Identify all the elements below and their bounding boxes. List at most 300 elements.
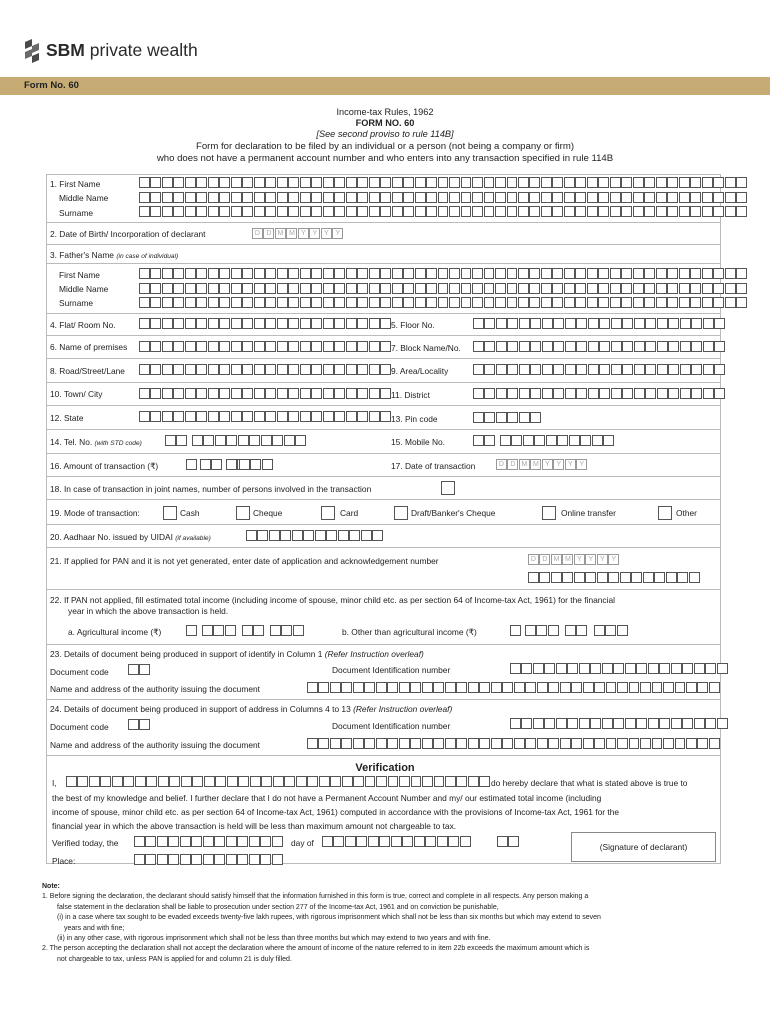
char-box[interactable] xyxy=(249,854,260,865)
char-box[interactable] xyxy=(473,435,484,446)
char-box[interactable] xyxy=(438,268,449,279)
char-box[interactable] xyxy=(590,663,601,674)
char-box[interactable] xyxy=(449,206,460,217)
char-box[interactable] xyxy=(293,625,304,636)
char-box[interactable] xyxy=(725,268,736,279)
char-box[interactable] xyxy=(253,625,264,636)
char-box[interactable] xyxy=(334,177,345,188)
char-box[interactable] xyxy=(433,738,444,749)
char-box[interactable] xyxy=(288,297,299,308)
char-box[interactable] xyxy=(254,268,265,279)
char-box[interactable] xyxy=(426,177,437,188)
char-box[interactable] xyxy=(150,283,161,294)
char-box[interactable] xyxy=(346,192,357,203)
char-box[interactable] xyxy=(249,836,260,847)
char-box[interactable] xyxy=(192,776,203,787)
char-box[interactable] xyxy=(346,177,357,188)
char-box[interactable] xyxy=(402,836,413,847)
char-box[interactable] xyxy=(369,206,380,217)
char-box[interactable] xyxy=(539,572,550,583)
date-char-box[interactable]: Y xyxy=(597,554,608,565)
char-box[interactable] xyxy=(507,192,518,203)
char-box[interactable] xyxy=(403,192,414,203)
char-box[interactable] xyxy=(139,341,150,352)
char-box[interactable] xyxy=(157,836,168,847)
char-box[interactable] xyxy=(564,206,575,217)
char-box[interactable] xyxy=(341,738,352,749)
char-box[interactable] xyxy=(736,297,747,308)
char-box[interactable] xyxy=(369,297,380,308)
char-box[interactable] xyxy=(191,854,202,865)
place-boxes[interactable] xyxy=(134,854,283,865)
char-box[interactable] xyxy=(691,341,702,352)
char-box[interactable] xyxy=(689,572,700,583)
char-box[interactable] xyxy=(242,268,253,279)
char-box[interactable] xyxy=(629,682,640,693)
char-box[interactable] xyxy=(690,206,701,217)
char-box[interactable] xyxy=(657,341,668,352)
char-box[interactable] xyxy=(656,206,667,217)
char-box[interactable] xyxy=(518,206,529,217)
char-box[interactable] xyxy=(242,341,253,352)
char-box[interactable] xyxy=(208,364,219,375)
char-box[interactable] xyxy=(173,341,184,352)
char-box[interactable] xyxy=(196,192,207,203)
char-box[interactable] xyxy=(667,192,678,203)
char-box[interactable] xyxy=(495,177,506,188)
char-box[interactable] xyxy=(277,411,288,422)
char-box[interactable] xyxy=(162,411,173,422)
char-box[interactable] xyxy=(380,206,391,217)
char-box[interactable] xyxy=(725,192,736,203)
date-char-box[interactable]: Y xyxy=(574,554,585,565)
char-box[interactable] xyxy=(157,854,168,865)
char-box[interactable] xyxy=(208,341,219,352)
char-box[interactable] xyxy=(645,318,656,329)
char-box[interactable] xyxy=(571,738,582,749)
char-box[interactable] xyxy=(173,297,184,308)
char-box[interactable] xyxy=(272,435,283,446)
char-box[interactable] xyxy=(150,177,161,188)
char-box[interactable] xyxy=(580,435,591,446)
char-box[interactable] xyxy=(219,297,230,308)
char-box[interactable] xyxy=(479,738,490,749)
char-box[interactable] xyxy=(330,738,341,749)
char-box[interactable] xyxy=(365,776,376,787)
char-box[interactable] xyxy=(334,411,345,422)
char-box[interactable] xyxy=(529,283,540,294)
char-box[interactable] xyxy=(621,192,632,203)
char-box[interactable] xyxy=(150,206,161,217)
char-box[interactable] xyxy=(323,268,334,279)
char-box[interactable] xyxy=(484,192,495,203)
char-box[interactable] xyxy=(162,268,173,279)
char-box[interactable] xyxy=(150,318,161,329)
char-box[interactable] xyxy=(633,297,644,308)
char-box[interactable] xyxy=(162,318,173,329)
char-box[interactable] xyxy=(368,836,379,847)
date-char-box[interactable]: Y xyxy=(321,228,332,239)
char-box[interactable] xyxy=(196,177,207,188)
char-box[interactable] xyxy=(610,297,621,308)
char-box[interactable] xyxy=(139,297,150,308)
char-box[interactable] xyxy=(680,341,691,352)
char-box[interactable] xyxy=(146,776,157,787)
char-box[interactable] xyxy=(288,364,299,375)
char-box[interactable] xyxy=(323,297,334,308)
char-box[interactable] xyxy=(356,836,367,847)
char-box[interactable] xyxy=(162,177,173,188)
char-box[interactable] xyxy=(633,177,644,188)
char-box[interactable] xyxy=(686,738,697,749)
char-box[interactable] xyxy=(261,435,272,446)
char-box[interactable] xyxy=(211,459,222,470)
char-box[interactable] xyxy=(434,776,445,787)
char-box[interactable] xyxy=(461,192,472,203)
char-box[interactable] xyxy=(254,364,265,375)
char-box[interactable] xyxy=(484,435,495,446)
char-box[interactable] xyxy=(507,268,518,279)
char-box[interactable] xyxy=(403,268,414,279)
char-box[interactable] xyxy=(556,663,567,674)
char-box[interactable] xyxy=(139,664,150,675)
char-box[interactable] xyxy=(445,682,456,693)
char-box[interactable] xyxy=(690,297,701,308)
char-box[interactable] xyxy=(357,297,368,308)
char-box[interactable] xyxy=(621,283,632,294)
char-box[interactable] xyxy=(341,682,352,693)
char-box[interactable] xyxy=(697,682,708,693)
declarant-name-boxes[interactable] xyxy=(66,776,491,787)
char-box[interactable] xyxy=(288,388,299,399)
char-box[interactable] xyxy=(185,341,196,352)
char-box[interactable] xyxy=(631,572,642,583)
char-box[interactable] xyxy=(472,297,483,308)
verified-day-boxes[interactable] xyxy=(134,836,283,847)
char-box[interactable] xyxy=(392,192,403,203)
char-box[interactable] xyxy=(629,738,640,749)
char-box[interactable] xyxy=(369,283,380,294)
char-box[interactable] xyxy=(461,177,472,188)
char-box[interactable] xyxy=(644,177,655,188)
char-box[interactable] xyxy=(519,318,530,329)
char-box[interactable] xyxy=(284,776,295,787)
char-box[interactable] xyxy=(648,718,659,729)
char-box[interactable] xyxy=(364,682,375,693)
char-box[interactable] xyxy=(484,206,495,217)
char-box[interactable] xyxy=(557,435,568,446)
char-box[interactable] xyxy=(364,738,375,749)
char-box[interactable] xyxy=(625,663,636,674)
char-box[interactable] xyxy=(553,341,564,352)
char-box[interactable] xyxy=(691,364,702,375)
char-box[interactable] xyxy=(242,625,253,636)
char-box[interactable] xyxy=(231,364,242,375)
char-box[interactable] xyxy=(403,297,414,308)
char-box[interactable] xyxy=(533,663,544,674)
date-char-box[interactable]: D xyxy=(539,554,550,565)
char-box[interactable] xyxy=(392,177,403,188)
char-box[interactable] xyxy=(399,738,410,749)
date-char-box[interactable]: Y xyxy=(542,459,553,470)
char-box[interactable] xyxy=(100,776,111,787)
mode-online-checkbox[interactable] xyxy=(542,506,556,520)
char-box[interactable] xyxy=(123,776,134,787)
char-box[interactable] xyxy=(191,836,202,847)
char-box[interactable] xyxy=(484,283,495,294)
char-box[interactable] xyxy=(438,283,449,294)
char-box[interactable] xyxy=(139,283,150,294)
id-doc-code-boxes[interactable] xyxy=(128,664,151,675)
id-authority-boxes[interactable] xyxy=(307,682,720,693)
txn-date-boxes[interactable] xyxy=(496,459,588,470)
char-box[interactable] xyxy=(231,283,242,294)
char-box[interactable] xyxy=(456,682,467,693)
char-box[interactable] xyxy=(231,297,242,308)
flat-boxes[interactable] xyxy=(139,318,392,329)
non-agri-boxes-b[interactable] xyxy=(525,625,559,636)
char-box[interactable] xyxy=(284,435,295,446)
char-box[interactable] xyxy=(219,318,230,329)
char-box[interactable] xyxy=(196,297,207,308)
char-box[interactable] xyxy=(334,318,345,329)
char-box[interactable] xyxy=(579,663,590,674)
char-box[interactable] xyxy=(644,192,655,203)
dob-boxes[interactable] xyxy=(252,228,344,239)
char-box[interactable] xyxy=(438,177,449,188)
char-box[interactable] xyxy=(518,268,529,279)
char-box[interactable] xyxy=(587,297,598,308)
amount-boxes-d[interactable] xyxy=(239,459,273,470)
middle-name-boxes[interactable] xyxy=(139,192,748,203)
char-box[interactable] xyxy=(519,364,530,375)
char-box[interactable] xyxy=(587,206,598,217)
date-char-box[interactable]: M xyxy=(562,554,573,565)
char-box[interactable] xyxy=(357,341,368,352)
char-box[interactable] xyxy=(162,364,173,375)
char-box[interactable] xyxy=(242,364,253,375)
char-box[interactable] xyxy=(231,192,242,203)
char-box[interactable] xyxy=(411,776,422,787)
char-box[interactable] xyxy=(403,177,414,188)
char-box[interactable] xyxy=(541,206,552,217)
char-box[interactable] xyxy=(530,412,541,423)
char-box[interactable] xyxy=(502,682,513,693)
char-box[interactable] xyxy=(196,318,207,329)
char-box[interactable] xyxy=(611,364,622,375)
char-box[interactable] xyxy=(139,268,150,279)
char-box[interactable] xyxy=(690,268,701,279)
char-box[interactable] xyxy=(346,283,357,294)
char-box[interactable] xyxy=(238,776,249,787)
char-box[interactable] xyxy=(277,364,288,375)
char-box[interactable] xyxy=(640,682,651,693)
char-box[interactable] xyxy=(507,283,518,294)
date-char-box[interactable]: D xyxy=(263,228,274,239)
char-box[interactable] xyxy=(682,663,693,674)
mode-draft-checkbox[interactable] xyxy=(394,506,408,520)
char-box[interactable] xyxy=(668,341,679,352)
char-box[interactable] xyxy=(530,388,541,399)
char-box[interactable] xyxy=(300,268,311,279)
char-box[interactable] xyxy=(281,625,292,636)
char-box[interactable] xyxy=(587,268,598,279)
char-box[interactable] xyxy=(598,283,609,294)
char-box[interactable] xyxy=(380,192,391,203)
char-box[interactable] xyxy=(139,192,150,203)
char-box[interactable] xyxy=(597,572,608,583)
char-box[interactable] xyxy=(303,530,314,541)
char-box[interactable] xyxy=(323,388,334,399)
char-box[interactable] xyxy=(657,318,668,329)
char-box[interactable] xyxy=(705,718,716,729)
char-box[interactable] xyxy=(521,718,532,729)
char-box[interactable] xyxy=(529,177,540,188)
char-box[interactable] xyxy=(196,206,207,217)
char-box[interactable] xyxy=(318,682,329,693)
char-box[interactable] xyxy=(380,177,391,188)
char-box[interactable] xyxy=(399,776,410,787)
char-box[interactable] xyxy=(242,318,253,329)
char-box[interactable] xyxy=(369,268,380,279)
char-box[interactable] xyxy=(311,206,322,217)
char-box[interactable] xyxy=(208,388,219,399)
char-box[interactable] xyxy=(422,776,433,787)
char-box[interactable] xyxy=(473,341,484,352)
char-box[interactable] xyxy=(697,738,708,749)
char-box[interactable] xyxy=(353,738,364,749)
char-box[interactable] xyxy=(610,283,621,294)
char-box[interactable] xyxy=(667,297,678,308)
char-box[interactable] xyxy=(514,738,525,749)
char-box[interactable] xyxy=(270,625,281,636)
char-box[interactable] xyxy=(376,776,387,787)
char-box[interactable] xyxy=(215,435,226,446)
char-box[interactable] xyxy=(150,192,161,203)
char-box[interactable] xyxy=(575,297,586,308)
char-box[interactable] xyxy=(449,283,460,294)
char-box[interactable] xyxy=(667,177,678,188)
char-box[interactable] xyxy=(357,364,368,375)
char-box[interactable] xyxy=(496,388,507,399)
char-box[interactable] xyxy=(657,364,668,375)
char-box[interactable] xyxy=(686,682,697,693)
char-box[interactable] xyxy=(679,268,690,279)
char-box[interactable] xyxy=(621,268,632,279)
char-box[interactable] xyxy=(226,854,237,865)
char-box[interactable] xyxy=(300,341,311,352)
char-box[interactable] xyxy=(173,318,184,329)
char-box[interactable] xyxy=(529,268,540,279)
char-box[interactable] xyxy=(644,268,655,279)
char-box[interactable] xyxy=(185,268,196,279)
char-box[interactable] xyxy=(656,297,667,308)
char-box[interactable] xyxy=(219,341,230,352)
char-box[interactable] xyxy=(544,663,555,674)
agri-boxes-d[interactable] xyxy=(270,625,304,636)
char-box[interactable] xyxy=(300,411,311,422)
char-box[interactable] xyxy=(634,388,645,399)
char-box[interactable] xyxy=(323,192,334,203)
verified-month-boxes[interactable] xyxy=(322,836,471,847)
char-box[interactable] xyxy=(219,206,230,217)
char-box[interactable] xyxy=(511,435,522,446)
char-box[interactable] xyxy=(576,625,587,636)
char-box[interactable] xyxy=(652,682,663,693)
char-box[interactable] xyxy=(713,297,724,308)
char-box[interactable] xyxy=(657,388,668,399)
char-box[interactable] xyxy=(713,177,724,188)
char-box[interactable] xyxy=(237,836,248,847)
char-box[interactable] xyxy=(438,192,449,203)
char-box[interactable] xyxy=(265,364,276,375)
char-box[interactable] xyxy=(565,341,576,352)
char-box[interactable] xyxy=(410,738,421,749)
char-box[interactable] xyxy=(219,411,230,422)
char-box[interactable] xyxy=(610,192,621,203)
char-box[interactable] xyxy=(736,192,747,203)
addr-doc-number-boxes[interactable] xyxy=(510,718,728,729)
char-box[interactable] xyxy=(219,283,230,294)
char-box[interactable] xyxy=(576,341,587,352)
char-box[interactable] xyxy=(484,177,495,188)
char-box[interactable] xyxy=(196,364,207,375)
char-box[interactable] xyxy=(690,192,701,203)
char-box[interactable] xyxy=(128,664,139,675)
char-box[interactable] xyxy=(714,388,725,399)
char-box[interactable] xyxy=(675,738,686,749)
char-box[interactable] xyxy=(323,411,334,422)
char-box[interactable] xyxy=(346,411,357,422)
char-box[interactable] xyxy=(346,364,357,375)
char-box[interactable] xyxy=(322,836,333,847)
char-box[interactable] xyxy=(645,341,656,352)
char-box[interactable] xyxy=(342,776,353,787)
char-box[interactable] xyxy=(507,206,518,217)
date-char-box[interactable]: Y xyxy=(585,554,596,565)
char-box[interactable] xyxy=(353,682,364,693)
char-box[interactable] xyxy=(265,283,276,294)
char-box[interactable] xyxy=(185,297,196,308)
char-box[interactable] xyxy=(357,192,368,203)
char-box[interactable] xyxy=(376,738,387,749)
char-box[interactable] xyxy=(173,192,184,203)
char-box[interactable] xyxy=(300,388,311,399)
char-box[interactable] xyxy=(300,318,311,329)
char-box[interactable] xyxy=(185,318,196,329)
date-char-box[interactable]: D xyxy=(252,228,263,239)
char-box[interactable] xyxy=(449,192,460,203)
char-box[interactable] xyxy=(565,318,576,329)
char-box[interactable] xyxy=(560,738,571,749)
char-box[interactable] xyxy=(380,411,391,422)
char-box[interactable] xyxy=(326,530,337,541)
char-box[interactable] xyxy=(295,435,306,446)
char-box[interactable] xyxy=(426,268,437,279)
std-code-boxes[interactable] xyxy=(165,435,188,446)
char-box[interactable] xyxy=(608,572,619,583)
char-box[interactable] xyxy=(621,297,632,308)
char-box[interactable] xyxy=(260,854,271,865)
char-box[interactable] xyxy=(644,283,655,294)
char-box[interactable] xyxy=(422,738,433,749)
char-box[interactable] xyxy=(346,206,357,217)
char-box[interactable] xyxy=(311,341,322,352)
char-box[interactable] xyxy=(438,297,449,308)
char-box[interactable] xyxy=(242,192,253,203)
char-box[interactable] xyxy=(691,318,702,329)
char-box[interactable] xyxy=(388,776,399,787)
